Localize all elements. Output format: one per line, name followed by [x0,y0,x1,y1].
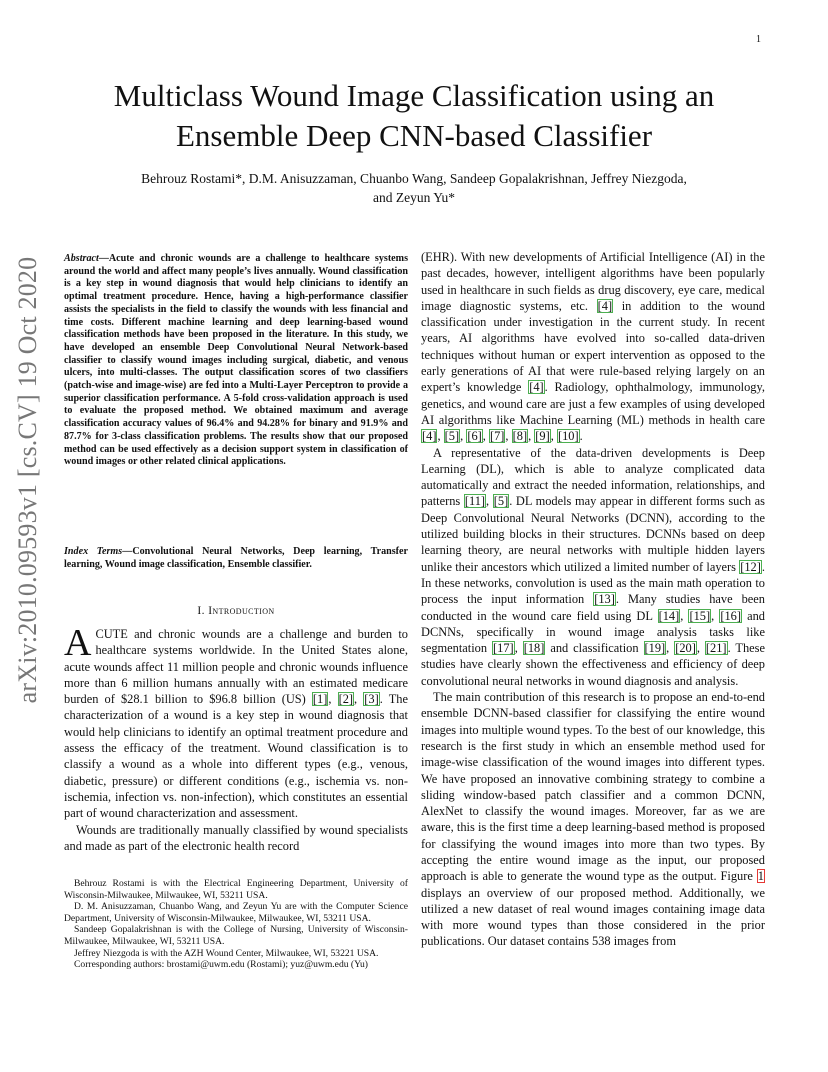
citation-link[interactable]: [4] [529,380,544,395]
section-heading-introduction [64,605,408,617]
citation-link[interactable]: [6] [467,429,482,444]
dropcap-letter: A [64,622,92,664]
section-number: I. [197,605,205,617]
citation-link[interactable]: [3] [364,692,379,707]
citation-link[interactable]: [14] [658,608,680,623]
footnotes [64,878,408,971]
introduction-text [64,622,408,854]
citation-link[interactable]: [1] [312,692,328,707]
citation-link[interactable]: [18] [523,641,545,656]
right-paragraph-3: The main contribution of this research is to propose an end-to-end ensemble DCNN-based classifier for classifying the entire wound images into multiple wound types. To the best of our knowledge, this research is the first study in which an ensemble method used for image-wise classification of the wound images into different types. We have proposed an innovative combining strategy to combine a sliding window-based patch classifier and a common DCNN, AlexNet to classify the wound images. Moreover, far as we are aware, this is the first time a deep learning-based method is proposed for classifying the wound images into more than two types. By accepting the entire wound image as the input, our proposed approach is able to generate the wound type as the output. Figure 1 displays an overview of our proposed method. Additionally, we utilized a new dataset of real wound images containing image data with more wound types than those considered in the prior publications. Our dataset contains 538 images from [421,690,765,949]
abstract-text: —Acute and chronic wounds are a challenge to healthcare systems around the world and affect many people’s lives annually. Wound classification is a key step in wound diagnosis that would help clinicians to identify an optimal treatment procedure. Hence, having a high-performance classifier assists the specialists in the field to classify the wounds with less financial and time costs. Different machine learning and deep learning-based wound classification methods have been proposed in the literature. In this study, we have developed an ensemble Deep Convolutional Neural Network-based classifier to classify wound images including surgical, diabetic, and venous ulcers, into multi-classes. The output classification scores of two classifiers (patch-wise and image-wise) are fed into a Multi-Layer Perceptron to provide a superior classification performance. A 5-fold cross-validation approach is used to evaluate the proposed method. We obtained maximum and average classification accuracy values of 96.4% and 94.28% for binary and 91.9% and 87.7% for 3-class classification problems. The results show that our proposed method can be used effectively as a decision support system in classification of wound images or other related clinical applications. [64,253,408,468]
citation-link[interactable]: [5] [444,429,460,444]
footnote: Behrouz Rostami is with the Electrical Engineering Department, University of Wisconsin-Milwaukee, Milwaukee, WI, 53211 USA. [64,878,408,901]
abstract-label: Abstract [64,253,99,264]
intro-paragraph-1: ACUTE and chronic wounds are a challenge and burden to healthcare systems worldwide. In the United States alone, acute wounds affect 11 million people and chronic wounds influence more than 6 million humans annually with an estimated medicare burden of $28.1 billion to $96.8 billion (US) [1], [2], [3]. The characterization of a wound is a key step in wound diagnosis that would help clinicians to identify an optimal treatment procedure and assess the efficacy of the treatment. Wound classification is to classify a wound as a whole into different types (e.g., venous, diabetic, pressure) or different conditions (e.g., ischemia vs. non-ischemia, infection vs. non-infection), which constitutes an essential part of wound characterization and assessment. [64,622,408,821]
index-terms-text: —Convolutional Neural Networks, Deep learning, Transfer learning, Wound image classification, Ensemble classifier. [64,546,408,570]
index-terms [64,546,408,571]
arxiv-stamp-text: arXiv:2010.09593v1 [cs.CV] 19 Oct 2020 [13,256,42,704]
citation-link[interactable]: [9] [535,429,550,444]
arxiv-identifier-stamp[interactable] [8,256,48,704]
intro-paragraph-2: Wounds are traditionally manually classified by wound specialists and made as part of the electronic health record [64,822,408,853]
section-title: Introduction [208,605,275,617]
figure-link[interactable]: 1 [757,869,764,884]
citation-link[interactable]: [19] [644,641,666,656]
citation-link[interactable]: [16] [720,608,741,623]
citation-link[interactable]: [2] [338,692,354,707]
citation-link[interactable]: [7] [489,429,505,444]
citation-link[interactable]: [4] [597,298,613,313]
footnote: Corresponding authors: brostami@uwm.edu (Rostami); yuz@uwm.edu (Yu) [74,959,368,971]
citation-link[interactable]: [21] [705,641,727,656]
abstract [64,253,408,469]
citation-link[interactable]: [15] [689,608,711,623]
index-terms-label: Index Terms [64,546,123,557]
authors-line-1: Behrouz Rostami*, D.M. Anisuzzaman, Chuanbo Wang, Sandeep Gopalakrishnan, Jeffrey Niezgoda, [141,171,687,186]
right-column-text [421,249,765,950]
citation-link[interactable]: [17] [493,641,514,656]
citation-link[interactable]: [5] [493,494,509,509]
right-paragraph-1: (EHR). With new developments of Artificial Intelligence (AI) in the past decades, however, intelligent algorithms have been popularly used in healthcare in such fields as drug discovery, eye care, medical image diagnostic systems, etc. [4] in addition to the wound classification under investigation in the current study. In recent years, AI algorithms have evolved into so-called data-driven techniques without human or expert intervention as opposed to the early generations of AI that were rule-based relying largely on an expert’s knowledge [4]. Radiology, ophthalmology, immunology, genetics, and wound care are just a few examples of using developed AI algorithms like Machine Learning (ML) methods in health care [4], [5], [6], [7], [8], [9], [10]. [421,250,765,444]
citation-link[interactable]: [11] [464,494,486,509]
citation-link[interactable]: [8] [512,429,528,444]
footnote: Jeffrey Niezgoda is with the AZH Wound Center, Milwaukee, WI, 53221 USA. [74,947,379,959]
author-list [60,169,768,207]
page-number: 1 [756,34,761,45]
footnote: Sandeep Gopalakrishnan is with the College of Nursing, University of Wisconsin-Milwaukee, Milwaukee, WI, 53211 USA. [64,924,408,947]
citation-link[interactable]: [20] [675,641,696,656]
citation-link[interactable]: [10] [557,429,579,444]
citation-link[interactable]: [13] [594,592,615,607]
footnote: D. M. Anisuzzaman, Chuanbo Wang, and Zeyun Yu are with the Computer Science Department, University of Wisconsin-Milwaukee, Milwaukee, WI, 53211 USA. [64,901,408,924]
paper-title: Multiclass Wound Image Classification using an Ensemble Deep CNN-based Classifier [113,78,715,153]
authors-line-2: and Zeyun Yu* [373,190,455,205]
citation-link[interactable]: [4] [422,429,437,444]
right-paragraph-2: A representative of the data-driven developments is Deep Learning (DL), which is able to analyze complicated data automatically and extract the needed information, relationships, and patterns [11], [5]. DL models may appear in different forms such as Deep Convolutional Neural Networks (DCNN), according to the utilized building blocks in their structures. DCNNs based on deep learning theory, are neural networks with multiple hidden layers unlike their ancestors which utilized a limited number of layers [12]. In these networks, convolution is used as the main math operation to process the input information [13]. Many studies have been conducted in the wound care field using DL [14], [15], [16] and DCNNs, specifically in wound image analysis tasks like segmentation [17], [18] and classification [19], [20], [21]. These studies have clearly shown the effectiveness and efficiency of deep convolutional neural networks in wound diagnosis and analysis. [421,445,766,688]
citation-link[interactable]: [12] [740,559,761,574]
